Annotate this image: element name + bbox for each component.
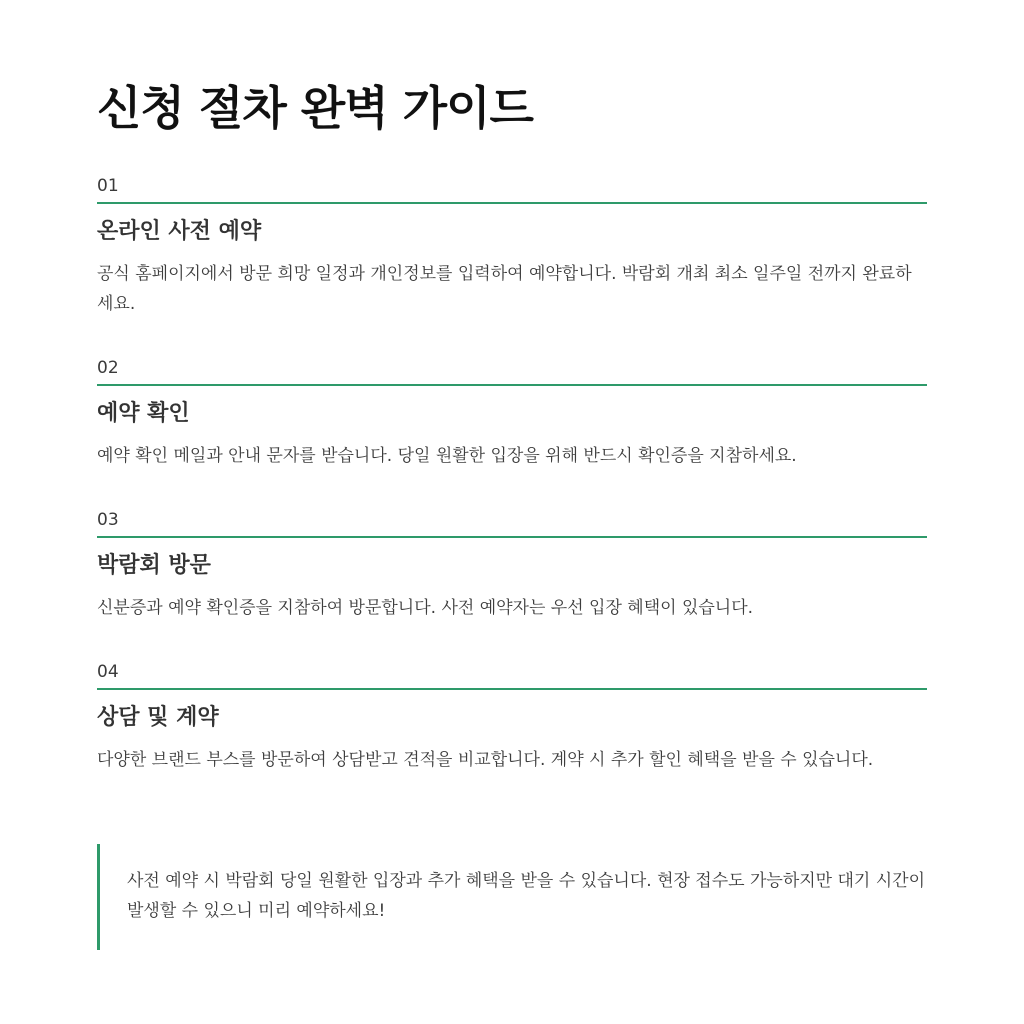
- step-divider: [97, 202, 927, 204]
- step-divider: [97, 536, 927, 538]
- step-title: 박람회 방문: [97, 553, 211, 578]
- step-description: 신분증과 예약 확인증을 지참하여 방문합니다. 사전 예약자는 우선 입장 혜택이 있습니다.: [97, 598, 754, 618]
- callout-note: [97, 844, 927, 950]
- step-title: 예약 확인: [97, 401, 190, 426]
- step-description: 예약 확인 메일과 안내 문자를 받습니다. 당일 원활한 입장을 위해 반드시 확인증을 지참하세요.: [97, 446, 797, 466]
- step-number: 04: [97, 662, 119, 682]
- step-3: [97, 508, 927, 623]
- callout-note-text: 사전 예약 시 박람회 당일 원활한 입장과 추가 혜택을 받을 수 있습니다. 현장 접수도 가능하지만 대기 시간이 발생할 수 있으니 미리 예약하세요!: [127, 871, 926, 921]
- step-2: [97, 356, 927, 471]
- step-number: 03: [97, 510, 119, 530]
- page-title: 신청 절차 완벽 가이드: [97, 81, 533, 135]
- step-title: 상담 및 계약: [97, 705, 219, 730]
- step-number: 02: [97, 358, 119, 378]
- step-description: 다양한 브랜드 부스를 방문하여 상담받고 견적을 비교합니다. 계약 시 추가 할인 혜택을 받을 수 있습니다.: [97, 750, 874, 770]
- step-number: 01: [97, 176, 119, 196]
- step-4: [97, 660, 927, 775]
- step-description: 공식 홈페이지에서 방문 희망 일정과 개인정보를 입력하여 예약합니다. 박람회 개최 최소 일주일 전까지 완료하세요.: [97, 264, 912, 314]
- step-divider: [97, 384, 927, 386]
- step-title: 온라인 사전 예약: [97, 219, 262, 244]
- step-1: [97, 174, 927, 319]
- step-divider: [97, 688, 927, 690]
